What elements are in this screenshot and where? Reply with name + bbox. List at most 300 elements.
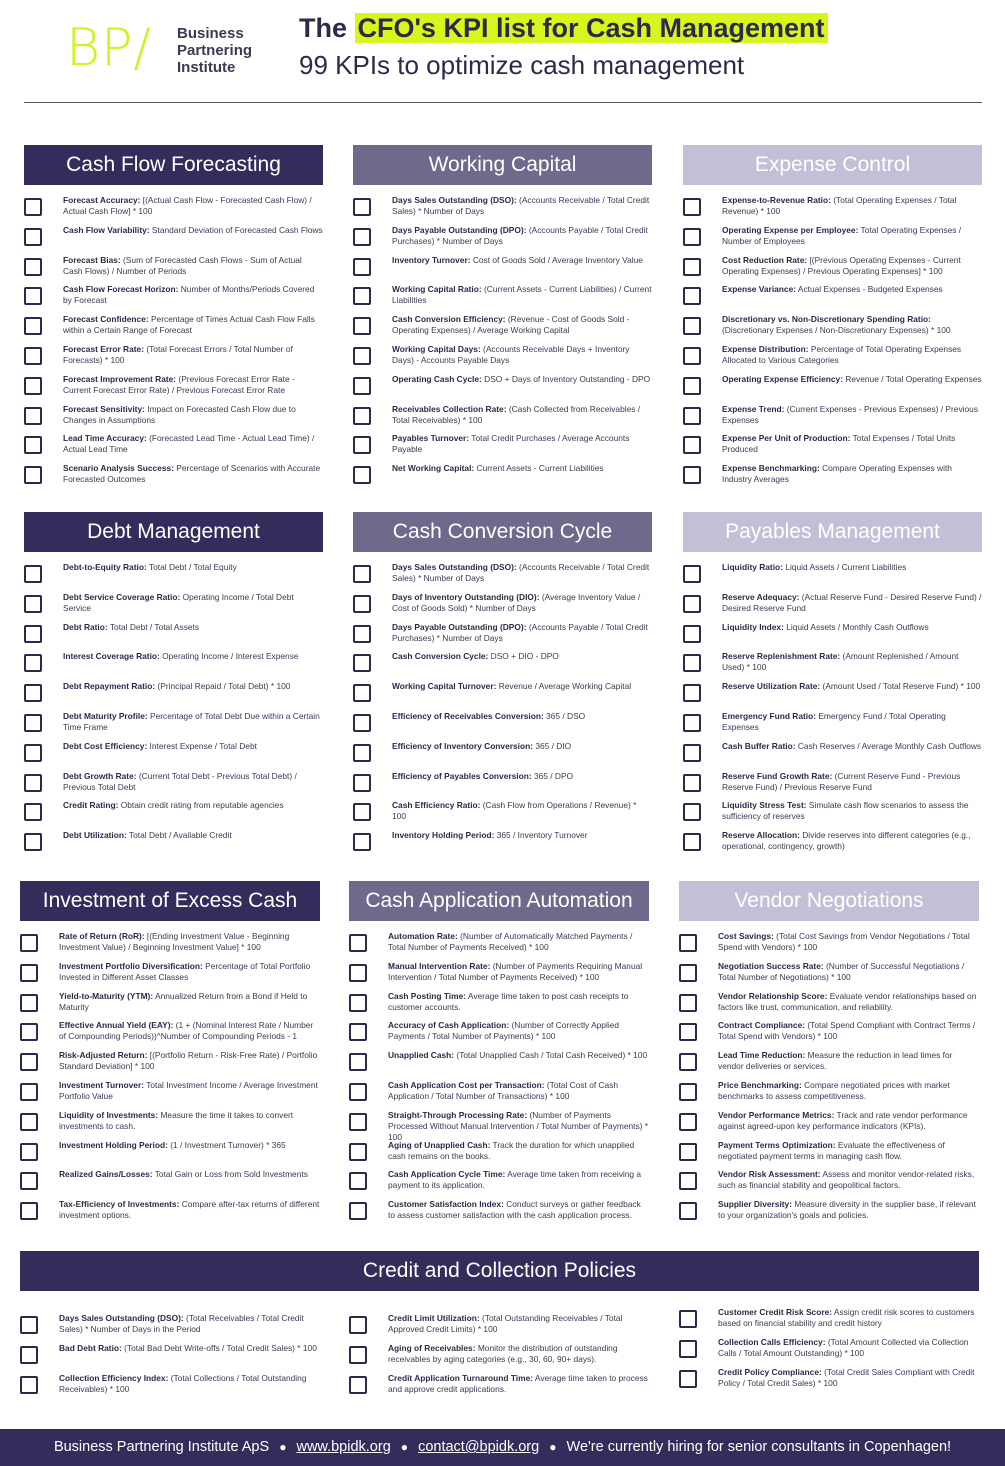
bullet-icon: ● bbox=[400, 1440, 409, 1454]
kpi-item bbox=[683, 622, 982, 652]
kpi-checkbox[interactable] bbox=[353, 595, 371, 613]
section-cash-application-automation bbox=[349, 881, 649, 1229]
section-working-capital bbox=[353, 145, 652, 493]
kpi-checkbox[interactable] bbox=[683, 565, 701, 583]
kpi-item bbox=[24, 741, 323, 771]
kpi-checkbox[interactable] bbox=[349, 1083, 367, 1101]
kpi-text bbox=[392, 255, 643, 266]
kpi-formula: Total Operating Expenses / Number of Employees bbox=[722, 224, 962, 246]
kpi-item bbox=[683, 344, 982, 374]
kpi-name: Forecast Accuracy: bbox=[63, 195, 141, 205]
kpi-text bbox=[59, 1050, 320, 1072]
kpi-formula: Average time taken to process and approve credit applications. bbox=[388, 1372, 648, 1394]
kpi-checkbox[interactable] bbox=[683, 317, 701, 335]
kpi-text bbox=[63, 314, 323, 336]
kpi-formula: Compare Operating Expenses with Industry Averages bbox=[722, 463, 952, 485]
kpi-checkbox[interactable] bbox=[20, 1053, 38, 1071]
kpi-checkbox[interactable] bbox=[24, 347, 42, 365]
kpi-checkbox[interactable] bbox=[353, 565, 371, 583]
kpi-checkbox[interactable] bbox=[349, 964, 367, 982]
kpi-formula: Standard Deviation of Forecasted Cash Flows bbox=[149, 224, 323, 235]
kpi-checkbox[interactable] bbox=[24, 625, 42, 643]
kpi-formula: 365 / Inventory Turnover bbox=[494, 830, 588, 841]
kpi-item bbox=[353, 562, 652, 592]
kpi-name: Lead Time Reduction: bbox=[718, 1050, 806, 1061]
kpi-item bbox=[353, 195, 652, 225]
kpi-checkbox[interactable] bbox=[20, 1376, 38, 1394]
kpi-formula: Compare after-tax returns of different investment options. bbox=[59, 1199, 320, 1221]
kpi-item bbox=[679, 1307, 979, 1337]
kpi-text bbox=[63, 771, 323, 793]
kpi-text bbox=[392, 771, 573, 782]
kpi-name: Reserve Adequacy: bbox=[722, 591, 800, 602]
logo-line-2: Partnering bbox=[177, 42, 253, 59]
kpi-formula: Average time taken to post cash receipts to customer accounts. bbox=[388, 990, 629, 1012]
kpi-checkbox[interactable] bbox=[20, 994, 38, 1012]
kpi-formula: Average time taken from receiving a payment to its application. bbox=[388, 1169, 642, 1191]
kpi-checkbox[interactable] bbox=[24, 774, 42, 792]
kpi-checkbox[interactable] bbox=[24, 684, 42, 702]
kpi-checkbox[interactable] bbox=[353, 714, 371, 732]
kpi-checkbox[interactable] bbox=[683, 654, 701, 672]
kpi-text bbox=[722, 741, 981, 752]
kpi-checkbox[interactable] bbox=[683, 625, 701, 643]
kpi-checkbox[interactable] bbox=[349, 1143, 367, 1161]
kpi-checkbox[interactable] bbox=[20, 1023, 38, 1041]
kpi-name: Straight-Through Processing Rate: bbox=[388, 1109, 528, 1120]
kpi-formula: Actual Expenses - Budgeted Expenses bbox=[796, 284, 943, 295]
kpi-text bbox=[722, 651, 982, 673]
kpi-text bbox=[392, 711, 585, 722]
kpi-text bbox=[63, 622, 199, 633]
kpi-formula: Total Expenses / Total Units Produced bbox=[722, 433, 956, 455]
kpi-formula: (Current Total Debt - Previous Total Debt) / Previous Total Debt bbox=[63, 770, 297, 792]
kpi-checkbox[interactable] bbox=[24, 258, 42, 276]
section-debt-management bbox=[24, 512, 323, 860]
kpi-text bbox=[59, 1373, 320, 1395]
kpi-item bbox=[683, 771, 982, 801]
kpi-text bbox=[63, 195, 323, 217]
kpi-item bbox=[353, 344, 652, 374]
kpi-item bbox=[24, 433, 323, 463]
kpi-item bbox=[683, 433, 982, 463]
kpi-checkbox[interactable] bbox=[24, 228, 42, 246]
kpi-formula: Annualized Return from a Bond if Held to Maturity bbox=[59, 990, 308, 1012]
kpi-formula: DSO + DIO - DPO bbox=[488, 651, 559, 662]
kpi-item bbox=[20, 1140, 320, 1170]
kpi-text bbox=[722, 463, 982, 485]
kpi-checkbox[interactable] bbox=[20, 1202, 38, 1220]
kpi-item bbox=[349, 1110, 649, 1140]
kpi-text bbox=[718, 1337, 979, 1359]
kpi-checkbox[interactable] bbox=[353, 833, 371, 851]
kpi-text bbox=[59, 1169, 308, 1180]
kpi-checkbox[interactable] bbox=[679, 1310, 697, 1328]
kpi-text bbox=[59, 1343, 317, 1354]
kpi-item bbox=[24, 463, 323, 493]
kpi-text bbox=[388, 1169, 649, 1191]
kpi-name: Risk-Adjusted Return: bbox=[59, 1050, 148, 1061]
kpi-item bbox=[679, 991, 979, 1021]
kpi-item bbox=[24, 651, 323, 681]
kpi-name: Emergency Fund Ratio: bbox=[722, 710, 816, 721]
kpi-text bbox=[392, 344, 652, 366]
kpi-checkbox[interactable] bbox=[349, 934, 367, 952]
kpi-text bbox=[392, 433, 652, 455]
kpi-checkbox[interactable] bbox=[349, 994, 367, 1012]
kpi-checkbox[interactable] bbox=[683, 774, 701, 792]
kpi-checkbox[interactable] bbox=[679, 1172, 697, 1190]
kpi-item bbox=[353, 622, 652, 652]
kpi-formula: (Total Receivables / Total Credit Sales) * Number of Days in the Period bbox=[59, 1313, 304, 1334]
kpi-name: Bad Debt Ratio: bbox=[59, 1342, 122, 1353]
kpi-checkbox[interactable] bbox=[679, 994, 697, 1012]
kpi-checkbox[interactable] bbox=[353, 466, 371, 484]
kpi-checkbox[interactable] bbox=[683, 407, 701, 425]
kpi-item bbox=[353, 830, 652, 860]
kpi-name: Collection Efficiency Index: bbox=[59, 1372, 169, 1383]
kpi-checkbox[interactable] bbox=[353, 287, 371, 305]
kpi-item bbox=[20, 1020, 320, 1050]
kpi-checkbox[interactable] bbox=[349, 1202, 367, 1220]
kpi-checkbox[interactable] bbox=[24, 714, 42, 732]
kpi-text bbox=[722, 404, 982, 426]
kpi-checkbox[interactable] bbox=[353, 198, 371, 216]
kpi-formula: Total Debt / Total Assets bbox=[107, 621, 200, 632]
kpi-item bbox=[349, 1080, 649, 1110]
kpi-checkbox[interactable] bbox=[683, 347, 701, 365]
kpi-name: Aging of Receivables: bbox=[388, 1342, 476, 1353]
kpi-item bbox=[20, 1343, 320, 1373]
kpi-text bbox=[718, 1169, 979, 1191]
kpi-item bbox=[20, 1199, 320, 1229]
kpi-checkbox[interactable] bbox=[24, 744, 42, 762]
kpi-checkbox[interactable] bbox=[683, 714, 701, 732]
kpi-item bbox=[349, 1020, 649, 1050]
kpi-name: Credit Rating: bbox=[63, 800, 119, 811]
kpi-text bbox=[388, 1140, 649, 1162]
kpi-name: Payment Terms Optimization: bbox=[718, 1139, 836, 1150]
kpi-checkbox[interactable] bbox=[24, 565, 42, 583]
kpi-text bbox=[63, 463, 323, 485]
kpi-checkbox[interactable] bbox=[683, 744, 701, 762]
kpi-text bbox=[718, 1140, 979, 1162]
kpi-checkbox[interactable] bbox=[683, 258, 701, 276]
kpi-text bbox=[63, 344, 323, 366]
kpi-formula: Measure the time it takes to convert investments to cash. bbox=[59, 1109, 294, 1131]
kpi-checkbox[interactable] bbox=[683, 684, 701, 702]
kpi-item bbox=[20, 961, 320, 991]
kpi-name: Vendor Performance Metrics: bbox=[718, 1109, 835, 1120]
kpi-text bbox=[392, 741, 571, 752]
kpi-checkbox[interactable] bbox=[679, 1053, 697, 1071]
kpi-list bbox=[353, 562, 652, 860]
kpi-checkbox[interactable] bbox=[679, 1370, 697, 1388]
kpi-name: Vendor Risk Assessment: bbox=[718, 1169, 821, 1180]
kpi-name: Investment Portfolio Diversification: bbox=[59, 960, 203, 971]
kpi-checkbox[interactable] bbox=[24, 466, 42, 484]
section-title: Investment of Excess Cash bbox=[20, 881, 320, 921]
kpi-checkbox[interactable] bbox=[353, 654, 371, 672]
kpi-checkbox[interactable] bbox=[683, 287, 701, 305]
kpi-checkbox[interactable] bbox=[349, 1376, 367, 1394]
kpi-item bbox=[683, 800, 982, 830]
kpi-checkbox[interactable] bbox=[349, 1172, 367, 1190]
kpi-item bbox=[24, 622, 323, 652]
kpi-checkbox[interactable] bbox=[349, 1316, 367, 1334]
email-link[interactable]: contact@bpidk.org bbox=[418, 1439, 540, 1455]
page-title bbox=[299, 13, 828, 44]
kpi-text bbox=[722, 433, 982, 455]
kpi-name: Discretionary vs. Non-Discretionary Spending Ratio: bbox=[722, 314, 931, 325]
kpi-checkbox[interactable] bbox=[683, 595, 701, 613]
kpi-checkbox[interactable] bbox=[24, 317, 42, 335]
kpi-formula: Conduct surveys or gather feedback to assess customer satisfaction with the cash application process. bbox=[388, 1199, 641, 1221]
kpi-item bbox=[683, 681, 982, 711]
kpi-checkbox[interactable] bbox=[24, 377, 42, 395]
kpi-text bbox=[718, 1199, 979, 1221]
kpi-checkbox[interactable] bbox=[24, 595, 42, 613]
kpi-item bbox=[679, 931, 979, 961]
kpi-checkbox[interactable] bbox=[679, 1023, 697, 1041]
section-cash-conversion-cycle bbox=[353, 512, 652, 860]
kpi-name: Aging of Unapplied Cash: bbox=[388, 1139, 491, 1150]
kpi-name: Debt Service Coverage Ratio: bbox=[63, 591, 181, 602]
kpi-checkbox[interactable] bbox=[20, 1346, 38, 1364]
kpi-formula: Total Investment Income / Average Investment Portfolio Value bbox=[59, 1079, 318, 1101]
kpi-text bbox=[722, 284, 943, 295]
kpi-item bbox=[679, 961, 979, 991]
kpi-formula: (Discretionary Expenses / Non-Discretionary Expenses) * 100 bbox=[722, 325, 951, 336]
kpi-item bbox=[683, 741, 982, 771]
kpi-item bbox=[349, 1199, 649, 1229]
kpi-item bbox=[353, 255, 652, 285]
kpi-name: Yield-to-Maturity (YTM): bbox=[59, 990, 154, 1001]
kpi-formula: (Amount Replenished / Amount Used) * 100 bbox=[722, 651, 959, 673]
kpi-name: Cash Buffer Ratio: bbox=[722, 740, 796, 751]
kpi-name: Cost Savings: bbox=[718, 931, 774, 941]
kpi-checkbox[interactable] bbox=[24, 654, 42, 672]
kpi-item bbox=[20, 931, 320, 961]
kpi-item bbox=[24, 284, 323, 314]
kpi-text bbox=[392, 681, 631, 692]
kpi-text bbox=[392, 374, 650, 385]
kpi-checkbox[interactable] bbox=[683, 377, 701, 395]
kpi-name: Collection Calls Efficiency: bbox=[718, 1336, 826, 1347]
kpi-formula: [(Portfolio Return - Risk-Free Rate) / Portfolio Standard Deviation] * 100 bbox=[59, 1050, 318, 1072]
kpi-checkbox[interactable] bbox=[24, 436, 42, 454]
kpi-checkbox[interactable] bbox=[353, 774, 371, 792]
kpi-checkbox[interactable] bbox=[683, 228, 701, 246]
kpi-checkbox[interactable] bbox=[20, 1113, 38, 1131]
kpi-name: Expense Per Unit of Production: bbox=[722, 433, 851, 444]
kpi-item bbox=[24, 830, 323, 860]
kpi-checkbox[interactable] bbox=[20, 1143, 38, 1161]
kpi-item bbox=[679, 1199, 979, 1229]
kpi-item bbox=[683, 284, 982, 314]
kpi-formula: (Accounts Payable / Total Credit Purchases) * Number of Days bbox=[392, 621, 648, 643]
kpi-name: Customer Credit Risk Score: bbox=[718, 1307, 833, 1317]
kpi-name: Operating Expense per Employee: bbox=[722, 224, 859, 235]
title-prefix: The bbox=[299, 13, 355, 43]
kpi-item bbox=[349, 961, 649, 991]
kpi-checkbox[interactable] bbox=[353, 803, 371, 821]
kpi-checkbox[interactable] bbox=[349, 1023, 367, 1041]
kpi-checkbox[interactable] bbox=[679, 934, 697, 952]
kpi-list bbox=[24, 562, 323, 860]
kpi-checkbox[interactable] bbox=[683, 803, 701, 821]
kpi-item bbox=[349, 1050, 649, 1080]
bullet-icon: ● bbox=[279, 1440, 287, 1454]
kpi-checkbox[interactable] bbox=[20, 1172, 38, 1190]
kpi-name: Scenario Analysis Success: bbox=[63, 463, 174, 474]
kpi-item bbox=[353, 284, 652, 314]
kpi-checkbox[interactable] bbox=[20, 934, 38, 952]
kpi-text bbox=[392, 463, 604, 474]
kpi-checkbox[interactable] bbox=[353, 258, 371, 276]
kpi-checkbox[interactable] bbox=[353, 436, 371, 454]
kpi-name: Debt Utilization: bbox=[63, 830, 127, 841]
header bbox=[0, 0, 1005, 105]
kpi-formula: Track and rate vendor performance against agreed-upon key performance indicators (KPIs). bbox=[718, 1109, 968, 1131]
kpi-formula: Liquid Assets / Monthly Cash Outflows bbox=[783, 621, 929, 632]
kpi-name: Days Payable Outstanding (DPO): bbox=[392, 224, 527, 235]
kpi-checkbox[interactable] bbox=[20, 1316, 38, 1334]
kpi-formula: (Number of Payments Processed Without Manual Intervention / Total Number of Payments) * 100 bbox=[388, 1109, 649, 1142]
kpi-name: Net Working Capital: bbox=[392, 463, 475, 474]
kpi-text bbox=[388, 931, 649, 953]
kpi-item bbox=[20, 1050, 320, 1080]
kpi-formula: (Accounts Receivable / Total Credit Sales) * Number of Days bbox=[392, 562, 650, 583]
kpi-formula: Percentage of Total Portfolio Invested in Different Asset Classes bbox=[59, 960, 311, 982]
kpi-name: Expense Distribution: bbox=[722, 343, 809, 354]
kpi-name: Reserve Allocation: bbox=[722, 830, 800, 841]
kpi-item bbox=[24, 771, 323, 801]
kpi-text bbox=[63, 830, 232, 841]
kpi-text bbox=[722, 771, 982, 793]
kpi-checkbox[interactable] bbox=[679, 1340, 697, 1358]
kpi-checkbox[interactable] bbox=[679, 1143, 697, 1161]
kpi-checkbox[interactable] bbox=[349, 1053, 367, 1071]
kpi-checkbox[interactable] bbox=[24, 407, 42, 425]
kpi-formula: [(Previous Operating Expenses - Current Operating Expenses) / Previous Operating Expenses] * 100 bbox=[722, 254, 961, 276]
kpi-text bbox=[63, 681, 290, 692]
kpi-item bbox=[349, 931, 649, 961]
kpi-item bbox=[349, 1373, 649, 1403]
kpi-formula: (Accounts Payable / Total Credit Purchases) * Number of Days bbox=[392, 224, 648, 246]
kpi-checkbox[interactable] bbox=[353, 625, 371, 643]
kpi-checkbox[interactable] bbox=[679, 1083, 697, 1101]
kpi-name: Cash Application Cost per Transaction: bbox=[388, 1079, 545, 1090]
kpi-item bbox=[24, 255, 323, 285]
kpi-formula: Number of Months/Periods Covered by Forecast bbox=[63, 284, 315, 306]
kpi-checkbox[interactable] bbox=[20, 964, 38, 982]
kpi-item bbox=[20, 1080, 320, 1110]
kpi-checkbox[interactable] bbox=[679, 964, 697, 982]
kpi-checkbox[interactable] bbox=[24, 287, 42, 305]
kpi-formula: Monitor the distribution of outstanding receivables by aging categories (e.g., 30, 60, 90+ days). bbox=[388, 1342, 618, 1364]
kpi-checkbox[interactable] bbox=[683, 466, 701, 484]
kpi-formula: (1 / Investment Turnover) * 365 bbox=[167, 1139, 286, 1150]
kpi-checkbox[interactable] bbox=[349, 1113, 367, 1131]
kpi-text bbox=[718, 1367, 979, 1389]
section-vendor-negotiations bbox=[679, 881, 979, 1229]
kpi-item bbox=[349, 1140, 649, 1170]
kpi-list bbox=[20, 1313, 320, 1402]
section-cash-flow-forecasting bbox=[24, 145, 323, 493]
kpi-checkbox[interactable] bbox=[679, 1202, 697, 1220]
kpi-name: Days Payable Outstanding (DPO): bbox=[392, 621, 527, 632]
kpi-checkbox[interactable] bbox=[24, 803, 42, 821]
kpi-name: Cash Conversion Efficiency: bbox=[392, 314, 506, 325]
kpi-checkbox[interactable] bbox=[353, 684, 371, 702]
kpi-name: Efficiency of Receivables Conversion: bbox=[392, 710, 544, 721]
kpi-text bbox=[392, 592, 652, 614]
kpi-checkbox[interactable] bbox=[353, 347, 371, 365]
kpi-formula: (Total Forecast Errors / Total Number of Forecasts) * 100 bbox=[63, 343, 293, 365]
kpi-item bbox=[679, 1337, 979, 1367]
kpi-name: Cash Flow Variability: bbox=[63, 224, 150, 235]
kpi-name: Debt Cost Efficiency: bbox=[63, 740, 148, 751]
kpi-checkbox[interactable] bbox=[353, 317, 371, 335]
kpi-text bbox=[388, 1050, 647, 1061]
kpi-formula: Total Debt / Available Credit bbox=[126, 830, 232, 841]
kpi-name: Forecast Improvement Rate: bbox=[63, 373, 177, 384]
kpi-checkbox[interactable] bbox=[353, 744, 371, 762]
kpi-item bbox=[24, 404, 323, 434]
kpi-item bbox=[20, 1373, 320, 1403]
kpi-text bbox=[59, 1110, 320, 1132]
kpi-checkbox[interactable] bbox=[24, 198, 42, 216]
kpi-formula: Percentage of Total Debt Due within a Certain Time Frame bbox=[63, 710, 320, 732]
kpi-name: Liquidity Stress Test: bbox=[722, 800, 807, 811]
kpi-checkbox[interactable] bbox=[683, 833, 701, 851]
kpi-item bbox=[679, 1140, 979, 1170]
kpi-name: Rate of Return (RoR): bbox=[59, 931, 145, 941]
kpi-formula: Percentage of Scenarios with Accurate Forecasted Outcomes bbox=[63, 463, 321, 485]
kpi-checkbox[interactable] bbox=[679, 1113, 697, 1131]
kpi-checkbox[interactable] bbox=[683, 198, 701, 216]
kpi-checkbox[interactable] bbox=[353, 407, 371, 425]
kpi-name: Receivables Collection Rate: bbox=[392, 403, 507, 414]
kpi-formula: (Current Assets - Current Liabilities) / Current Liabilities bbox=[392, 284, 652, 306]
kpi-text bbox=[722, 195, 982, 217]
kpi-checkbox[interactable] bbox=[24, 833, 42, 851]
kpi-item bbox=[24, 681, 323, 711]
kpi-checkbox[interactable] bbox=[353, 377, 371, 395]
kpi-text bbox=[722, 711, 982, 733]
kpi-list bbox=[24, 195, 323, 493]
kpi-item bbox=[24, 225, 323, 255]
kpi-item bbox=[353, 771, 652, 801]
kpi-item bbox=[20, 1169, 320, 1199]
website-link[interactable]: www.bpidk.org bbox=[296, 1439, 391, 1455]
kpi-checkbox[interactable] bbox=[353, 228, 371, 246]
kpi-checkbox[interactable] bbox=[683, 436, 701, 454]
kpi-name: Effective Annual Yield (EAY): bbox=[59, 1020, 174, 1031]
kpi-text bbox=[388, 991, 649, 1013]
kpi-formula: (Number of Payments Requiring Manual Intervention / Total Number of Payments Received) * 100 bbox=[388, 960, 643, 982]
kpi-item bbox=[679, 1367, 979, 1397]
kpi-checkbox[interactable] bbox=[20, 1083, 38, 1101]
kpi-text bbox=[63, 433, 323, 455]
kpi-text bbox=[722, 830, 982, 852]
kpi-checkbox[interactable] bbox=[349, 1346, 367, 1364]
kpi-name: Working Capital Turnover: bbox=[392, 681, 497, 692]
kpi-name: Days Sales Outstanding (DSO): bbox=[392, 195, 517, 205]
kpi-formula: (Number of Successful Negotiations / Total Number of Negotiations) * 100 bbox=[718, 960, 965, 982]
kpi-name: Cash Flow Forecast Horizon: bbox=[63, 284, 179, 295]
